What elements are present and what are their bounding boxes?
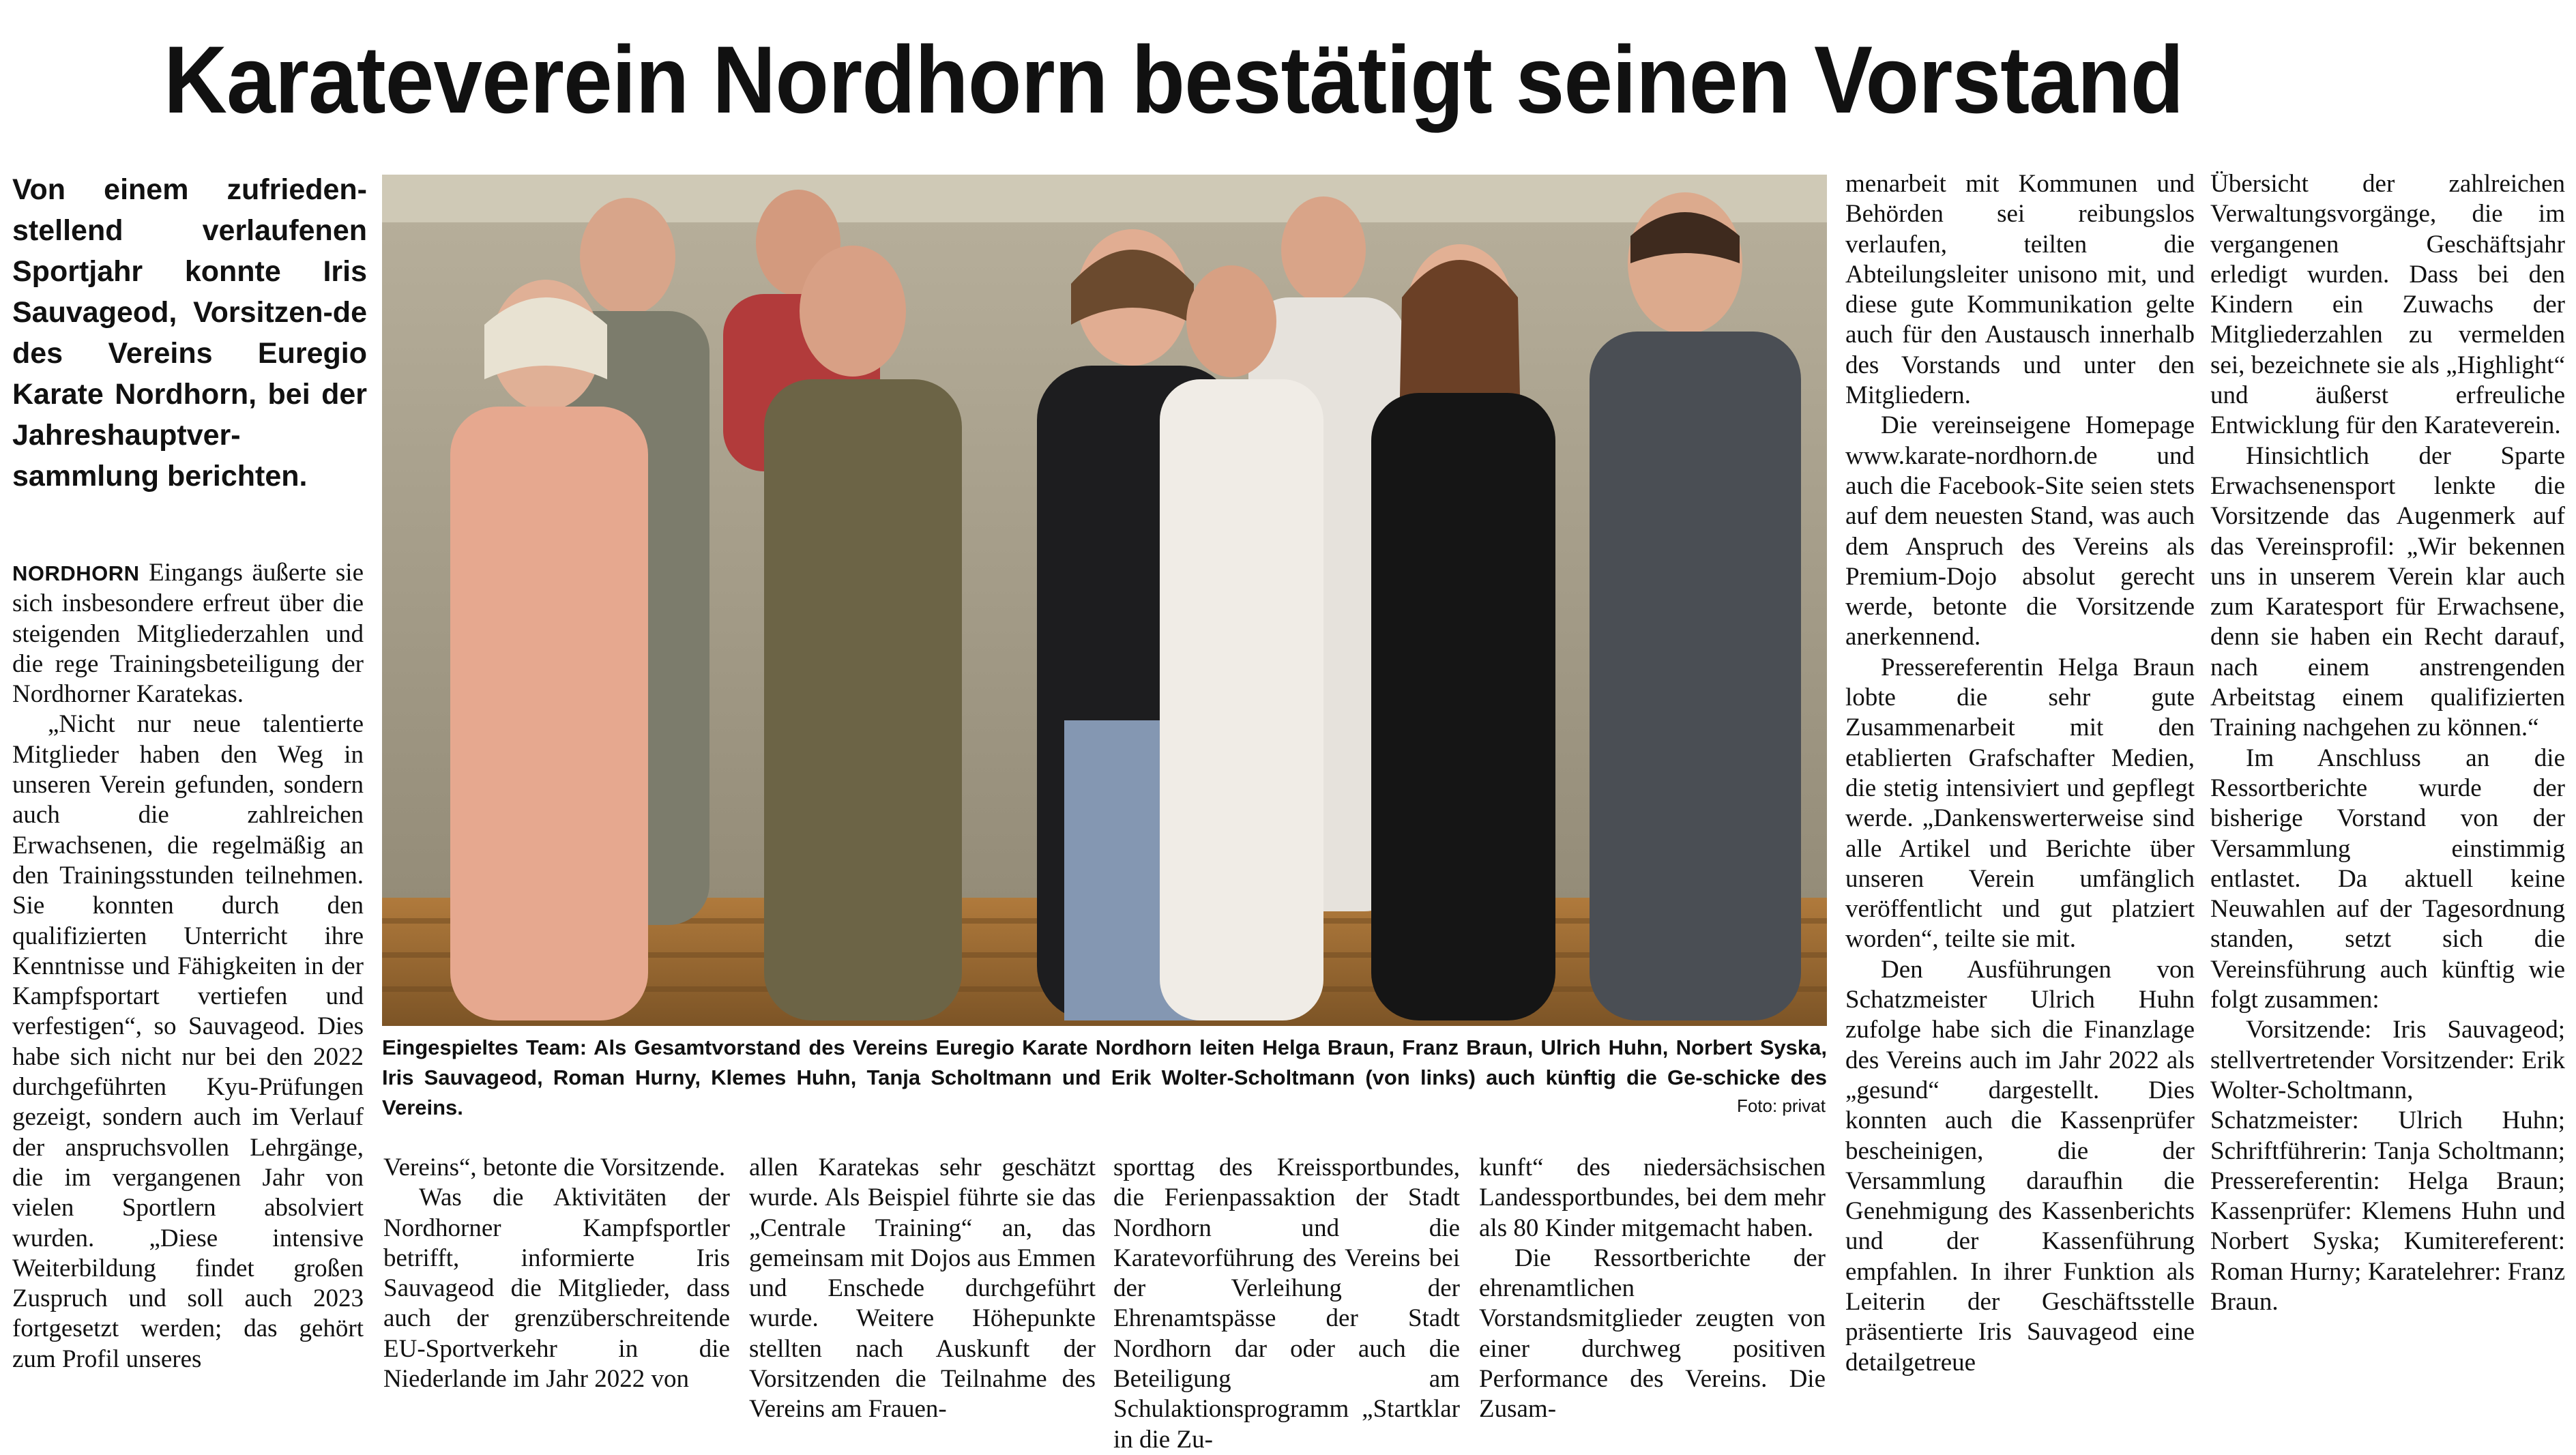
article-paragraph: Die vereinseigene Homepage www.karate-nordhorn.de und auch die Facebook-Site seien stets auf dem neuesten Stand, was auch dem Anspruch des Vereins als Premium-Dojo absolut gerecht werde, betonte die Vorsitzende anerkennend. — [1845, 411, 2195, 651]
paragraph-text: Eingangs äußerte sie sich insbesondere erfreut über die steigenden Mitgliederzahlen und die rege Trainingsbeteiligung der Nordhorner Karatekas. — [12, 559, 364, 709]
article-column-7 — [2210, 169, 2565, 1317]
article-paragraph: Was die Aktivitäten der Nordhorner Kampfsportler betrifft, informierte Iris Sauvageod die Mitglieder, dass auch der grenzüberschreitende EU-Sportverkehr in die Niederlande im Jahr 2022 von — [383, 1184, 730, 1394]
article-column-4 — [1113, 1153, 1460, 1455]
article-column-5 — [1479, 1153, 1826, 1425]
article-paragraph: Vereins“, betonte die Vorsitzende. — [383, 1153, 726, 1181]
article-paragraph: kunft“ des niedersächsischen Landessportbundes, bei dem mehr als 80 Kinder mitgemacht haben. — [1479, 1153, 1826, 1242]
article-column-6 — [1845, 169, 2195, 1378]
photo-caption: Eingespieltes Team: Als Gesamtvorstand des Vereins Euregio Karate Nordhorn leiten Helga Braun, Franz Braun, Ulrich Huhn, Norbert Syska, Iris Sauvageod, Roman Hurny, Klemes Huhn, Tanja Scholtmann und Erik Wolter-Scholtmann (von links) auch künftig die Ge-schicke des Vereins. — [382, 1035, 1827, 1119]
article-paragraph — [12, 558, 364, 709]
group-photo-illustration — [382, 175, 1827, 1026]
article-column-3 — [749, 1153, 1096, 1425]
article-paragraph: „Nicht nur neue talentierte Mitglieder haben den Weg in unseren Verein gefunden, sondern auch die zahlreichen Erwachsenen, die regelmäßig an den Trainingsstunden teilnehmen. Sie konnten durch den qualifizierten Unterricht ihre Kenntnisse und Fähigkeiten in der Kampfsportart vertiefen und verfestigen“, so Sauvageod. Dies habe sich nicht nur bei den 2022 durchgeführten Kyu-Prüfungen gezeigt, sondern auch im Verlauf der anspruchsvollen Lehrgänge, die im vergangenen Jahr von vielen Sportlern absolviert wurden. „Diese intensive Weiterbildung findet großen Zuspruch und soll auch 2023 fortgesetzt werden; das gehört zum Profil unseres — [12, 710, 364, 1373]
article-paragraph: Im Anschluss an die Ressortberichte wurde der bisherige Vorstand von der Versammlung einstimmig entlastet. Da aktuell keine Neuwahlen auf der Tagesordnung standen, setzt sich die Vereinsführung auch künftig wie folgt zusammen: — [2210, 744, 2565, 1014]
article-paragraph: Den Ausführungen von Schatzmeister Ulrich Huhn zufolge habe sich die Finanzlage des Vereins auch im Jahr 2022 als „gesund“ dargestellt. Dies konnten auch die Kassenprüfer bescheinigen, die der Versammlung daraufhin die Genehmigung des Kassenberichts und der Kassenführung empfahlen. In ihrer Funktion als Leiterin der Geschäftsstelle präsentierte Iris Sauvageod eine detailgetreue — [1845, 955, 2195, 1377]
article-paragraph: Übersicht der zahlreichen Verwaltungsvorgänge, die im vergangenen Geschäftsjahr erledigt wurden. Dass bei den Kindern ein Zuwachs der Mitgliederzahlen zu vermelden sei, bezeichnete sie als „Highlight“ und äußerst erfreuliche Entwicklung für den Karateverein. — [2210, 170, 2565, 440]
article-paragraph: allen Karatekas sehr geschätzt wurde. Als Beispiel führte sie das „Centrale Training“ an, das gemeinsam mit Dojos aus Emmen und Enschede durchgeführt wurde. Weitere Höhepunkte stellten nach Auskunft der Vorsitzenden die Teilnahme des Vereins am Frauen- — [749, 1153, 1096, 1424]
article-paragraph: Die Ressortberichte der ehrenamtlichen Vorstandsmitglieder zeugten von einer durchweg positiven Performance des Vereins. Die Zusam- — [1479, 1244, 1826, 1424]
article-paragraph: Pressereferentin Helga Braun lobte die sehr gute Zusammenarbeit mit den etablierten Grafschafter Medien, die stetig intensiviert und gepflegt werde. „Dankenswerterweise sind alle Artikel und Berichte über unseren Verein umfänglich veröffentlicht und gut platziert worden“, teilte sie mit. — [1845, 653, 2195, 954]
dateline: NORDHORN — [12, 561, 140, 585]
article-column-2 — [383, 1153, 730, 1394]
article-paragraph: Hinsichtlich der Sparte Erwachsenensport lenkte die Vorsitzende das Augenmerk auf das Vereinsprofil: „Wir bekennen uns in unserem Verein klar auch zum Karatesport für Erwachsene, denn sie haben ein Recht darauf, nach einem anstrengenden Arbeitstag einem qualifizierten Training nachgehen zu können.“ — [2210, 441, 2565, 742]
photo-credit: Foto: privat — [1736, 1096, 1826, 1116]
article-paragraph: Vorsitzende: Iris Sauvageod; stellvertretender Vorsitzender: Erik Wolter-Scholtmann, Schatzmeister: Ulrich Huhn; Schriftführerin: Tanja Scholtmann; Pressereferentin: Helga Braun; Kassenprüfer: Klemens Huhn und Norbert Syska; Kumitereferent: Roman Hurny; Karatelehrer: Franz Braun. — [2210, 1016, 2565, 1316]
article-paragraph: menarbeit mit Kommunen und Behörden sei reibungslos verlaufen, teilten die Abteilungsleiter unisono mit, und diese gute Kommunikation gelte auch für den Austausch innerhalb des Vorstands und unter den Mitgliedern. — [1845, 170, 2195, 410]
headline: Karateverein Nordhorn bestätigt seinen Vorstand — [164, 26, 2184, 133]
lead-paragraph: Von einem zufrieden-stellend verlaufenen Sportjahr konnte Iris Sauvageod, Vorsitzen-de des Vereins Euregio Karate Nordhorn, bei der Jahreshauptver-sammlung berichten. — [12, 173, 367, 493]
article-paragraph: sporttag des Kreissportbundes, die Ferienpassaktion der Stadt Nordhorn und die Karatevorführung des Vereins bei der Verleihung der Ehrenamtspässe der Stadt Nordhorn dar oder auch die Beteiligung am Schulaktionsprogramm „Startklar in die Zu- — [1113, 1153, 1460, 1454]
group-photo — [382, 175, 1827, 1026]
article-column-1 — [12, 558, 364, 1375]
